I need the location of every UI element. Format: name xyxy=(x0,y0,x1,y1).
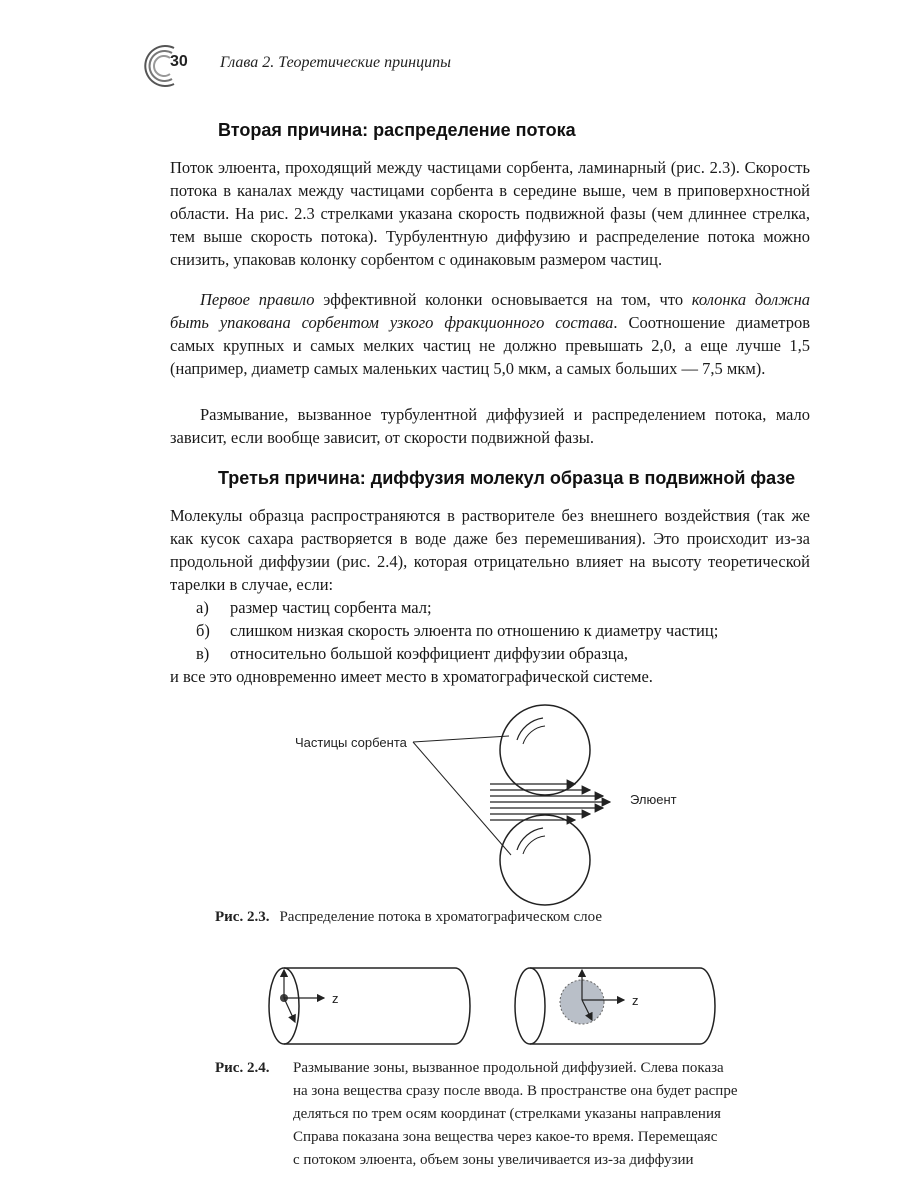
figure-2-3-caption: Рис. 2.3. Распределение потока в хроматографическом слое xyxy=(215,909,602,925)
paragraph: Размывание, вызванное турбулентной диффузией и распределением потока, мало зависит, если вообще зависит, от скорости подвижной фазы. xyxy=(170,405,810,447)
paragraph: Первое правило эффективной колонки основывается на том, что колонка должна быть упакована сорбентом узкого фракционного состава. Соотношение диаметров самых крупных и самых мелких частиц не должно превышать 2,0, а еще лучше 1,5 (например, диаметр самых маленьких частиц 5,0 мкм, а самых больших — 7,5 мкм). xyxy=(170,290,811,378)
sorbent-particle-top xyxy=(500,705,590,795)
figure-2-4 xyxy=(260,960,730,1060)
conditions-list xyxy=(170,596,810,665)
axis-label-z: z xyxy=(632,993,639,1008)
section-heading-longitudinal-diffusion: Третья причина: диффузия молекул образца в подвижной фазе xyxy=(218,468,796,488)
caption-line: на зона вещества сразу после ввода. В пространстве она будет распре xyxy=(293,1083,738,1099)
paragraph: Молекулы образца распространяются в растворителе без внешнего воздействия (так же как кусок сахара растворяется в воде даже без перемешивания). Это происходит из-за продольной диффузии (рис. 2.4), которая отрицательно влияет на высоту теоретической тарелки в случае, если: xyxy=(170,506,810,594)
label-eluent: Элюент xyxy=(630,792,677,807)
emphasis: колонка должна быть упакована сорбентом узкого фракционного состава xyxy=(170,290,811,332)
cylinder-left xyxy=(269,968,470,1044)
emphasis: Первое правило xyxy=(200,290,315,309)
list-item: б) слишком низкая скорость элюента по отношению к диаметру частиц; xyxy=(196,621,719,640)
figure-2-3 xyxy=(285,700,745,910)
caption-line: Размывание зоны, вызванное продольной диффузией. Слева показа xyxy=(293,1060,724,1076)
caption-line: Справа показана зона вещества через какое-то время. Перемещаяс xyxy=(293,1129,718,1145)
caption-line: деляться по трем осям координат (стрелками указаны направления xyxy=(293,1106,721,1122)
page-header xyxy=(140,36,840,96)
paragraph: и все это одновременно имеет место в хроматографической системе. xyxy=(170,667,653,686)
section-heading-flow-distribution: Вторая причина: распределение потока xyxy=(218,120,576,140)
leader-line xyxy=(413,742,511,855)
page-number: 30 xyxy=(170,53,188,70)
list-item: а) размер частиц сорбента мал; xyxy=(196,598,432,617)
caption-line: с потоком элюента, объем зоны увеличивается из-за диффузии xyxy=(293,1152,694,1168)
label-sorbent-particles: Частицы сорбента xyxy=(295,735,407,750)
paragraph: Поток элюента, проходящий между частицами сорбента, ламинарный (рис. 2.3). Скорость потока в каналах между частицами сорбента в середине выше, чем в приповерхностной области. На рис. 2.3 стрелками указана скорость подвижной фазы (чем длиннее стрелка, тем выше скорость потока). Турбулентную диффузию и распределение потока можно снизить, упаковав колонку сорбентом с одинаковым размером частиц. xyxy=(170,158,810,269)
running-head: Глава 2. Теоретические принципы xyxy=(220,54,451,71)
axis-label-z: z xyxy=(332,991,339,1006)
list-item: в) относительно большой коэффициент диффузии образца, xyxy=(196,644,629,663)
sorbent-particle-bottom xyxy=(500,815,590,905)
leader-line xyxy=(413,736,509,742)
flow-arrows xyxy=(490,784,610,820)
cylinder-right xyxy=(515,968,715,1044)
